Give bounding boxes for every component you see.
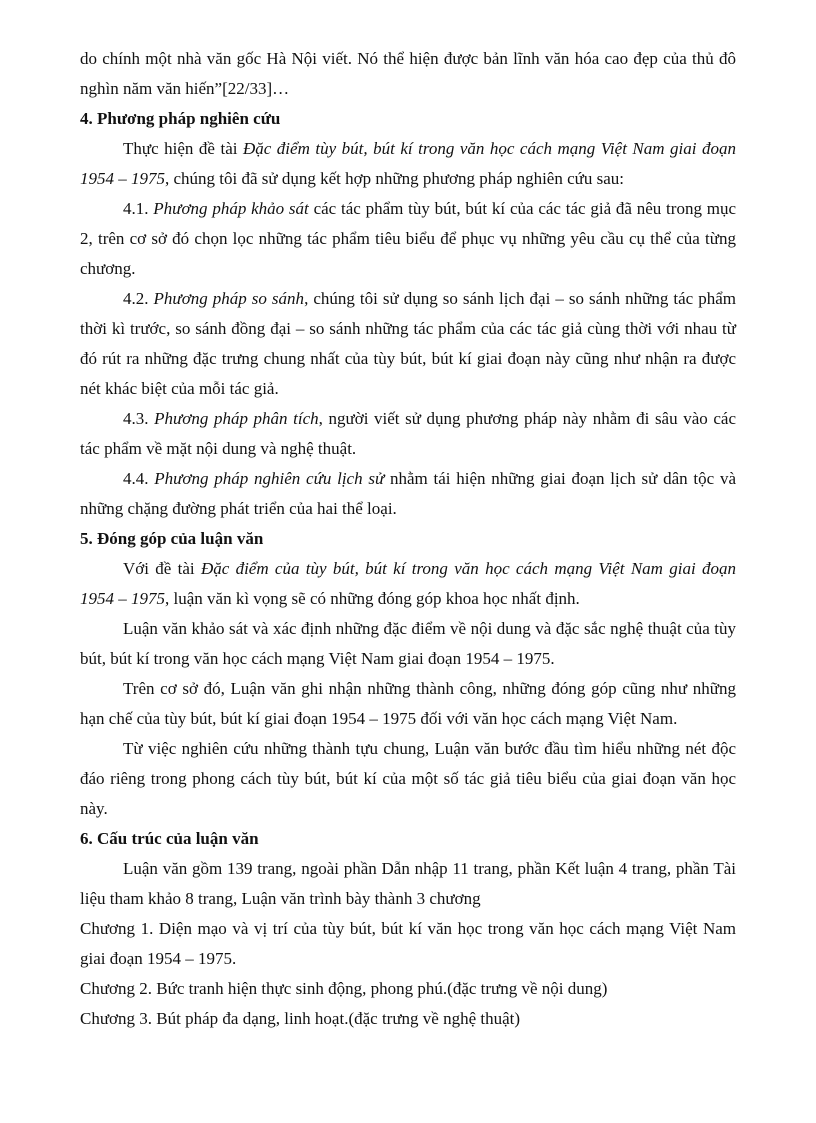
method-name: Phương pháp phân tích (154, 409, 319, 428)
method-paragraph: 4.2. Phương pháp so sánh, chúng tôi sử dụng so sánh lịch đại – so sánh những tác phẩm thời kì trước, so sánh đồng đại – so sánh những tác phẩm của các tác giả cùng thời với nhau từ đó rút ra những đặc trưng chung nhất của tùy bút, bút kí giai đoạn này cũng như nhận ra được nét khác biệt của mỗi tác giả. (80, 289, 737, 398)
method-name: Phương pháp nghiên cứu lịch sử (154, 469, 385, 488)
body-paragraph: Từ việc nghiên cứu những thành tựu chung, Luận văn bước đầu tìm hiểu những nét độc đáo riêng trong phong cách tùy bút, bút kí của một số tác giả tiêu biểu của giai đoạn văn học này. (80, 739, 736, 818)
section-6-heading: 6. Cấu trúc của luận văn (80, 829, 259, 848)
section-4-heading: 4. Phương pháp nghiên cứu (80, 109, 281, 128)
chapter-line: Chương 2. Bức tranh hiện thực sinh động, phong phú.(đặc trưng về nội dung) (80, 979, 608, 998)
method-name: Phương pháp so sánh (153, 289, 305, 308)
chapter-line: Chương 3. Bút pháp đa dạng, linh hoạt.(đặc trưng về nghệ thuật) (80, 1009, 521, 1028)
method-paragraph: 4.1. Phương pháp khảo sát các tác phẩm tùy bút, bút kí của các tác giả đã nêu trong mục 2, trên cơ sở đó chọn lọc những tác phẩm tiêu biểu để phục vụ những yêu cầu cụ thể của từng chương. (80, 199, 737, 278)
body-paragraph: Luận văn khảo sát và xác định những đặc điểm về nội dung và đặc sắc nghệ thuật của tùy bút, bút kí trong văn học cách mạng Việt Nam giai đoạn 1954 – 1975. (80, 619, 736, 668)
section-4-intro: Thực hiện đề tài Đặc điểm tùy bút, bút kí trong văn học cách mạng Việt Nam giai đoạn 1954 – 1975, chúng tôi đã sử dụng kết hợp những phương pháp nghiên cứu sau: (80, 139, 737, 188)
section-6-intro: Luận văn gồm 139 trang, ngoài phần Dẫn nhập 11 trang, phần Kết luận 4 trang, phần Tài liệu tham khảo 8 trang, Luận văn trình bày thành 3 chương (80, 859, 736, 908)
body-paragraph: Trên cơ sở đó, Luận văn ghi nhận những thành công, những đóng góp cũng như những hạn chế của tùy bút, bút kí giai đoạn 1954 – 1975 đối với văn học cách mạng Việt Nam. (80, 679, 736, 728)
method-paragraph: 4.3. Phương pháp phân tích, người viết sử dụng phương pháp này nhằm đi sâu vào các tác phẩm về mặt nội dung và nghệ thuật. (80, 409, 736, 458)
method-name: Phương pháp khảo sát (153, 199, 309, 218)
document-page (80, 44, 736, 1034)
chapter-line: Chương 1. Diện mạo và vị trí của tùy bút, bút kí văn học trong văn học cách mạng Việt Nam giai đoạn 1954 – 1975. (80, 919, 736, 968)
method-paragraph: 4.4. Phương pháp nghiên cứu lịch sử nhằm tái hiện những giai đoạn lịch sử dân tộc và những chặng đường phát triển của hai thể loại. (80, 469, 736, 518)
intro-tail-paragraph: do chính một nhà văn gốc Hà Nội viết. Nó thể hiện được bản lĩnh văn hóa cao đẹp của thủ đô nghìn năm văn hiến”[22/33]… (80, 49, 736, 98)
section-5-intro: Với đề tài Đặc điểm của tùy bút, bút kí trong văn học cách mạng Việt Nam giai đoạn 1954 – 1975, luận văn kì vọng sẽ có những đóng góp khoa học nhất định. (80, 559, 736, 608)
section-5-heading: 5. Đóng góp của luận văn (80, 529, 264, 548)
thesis-title: Đặc điểm tùy bút, bút kí trong văn học cách mạng Việt Nam giai đoạn 1954 – 1975 (80, 139, 737, 188)
thesis-title: Đặc điểm của tùy bút, bút kí trong văn học cách mạng Việt Nam giai đoạn 1954 – 1975 (80, 559, 736, 608)
